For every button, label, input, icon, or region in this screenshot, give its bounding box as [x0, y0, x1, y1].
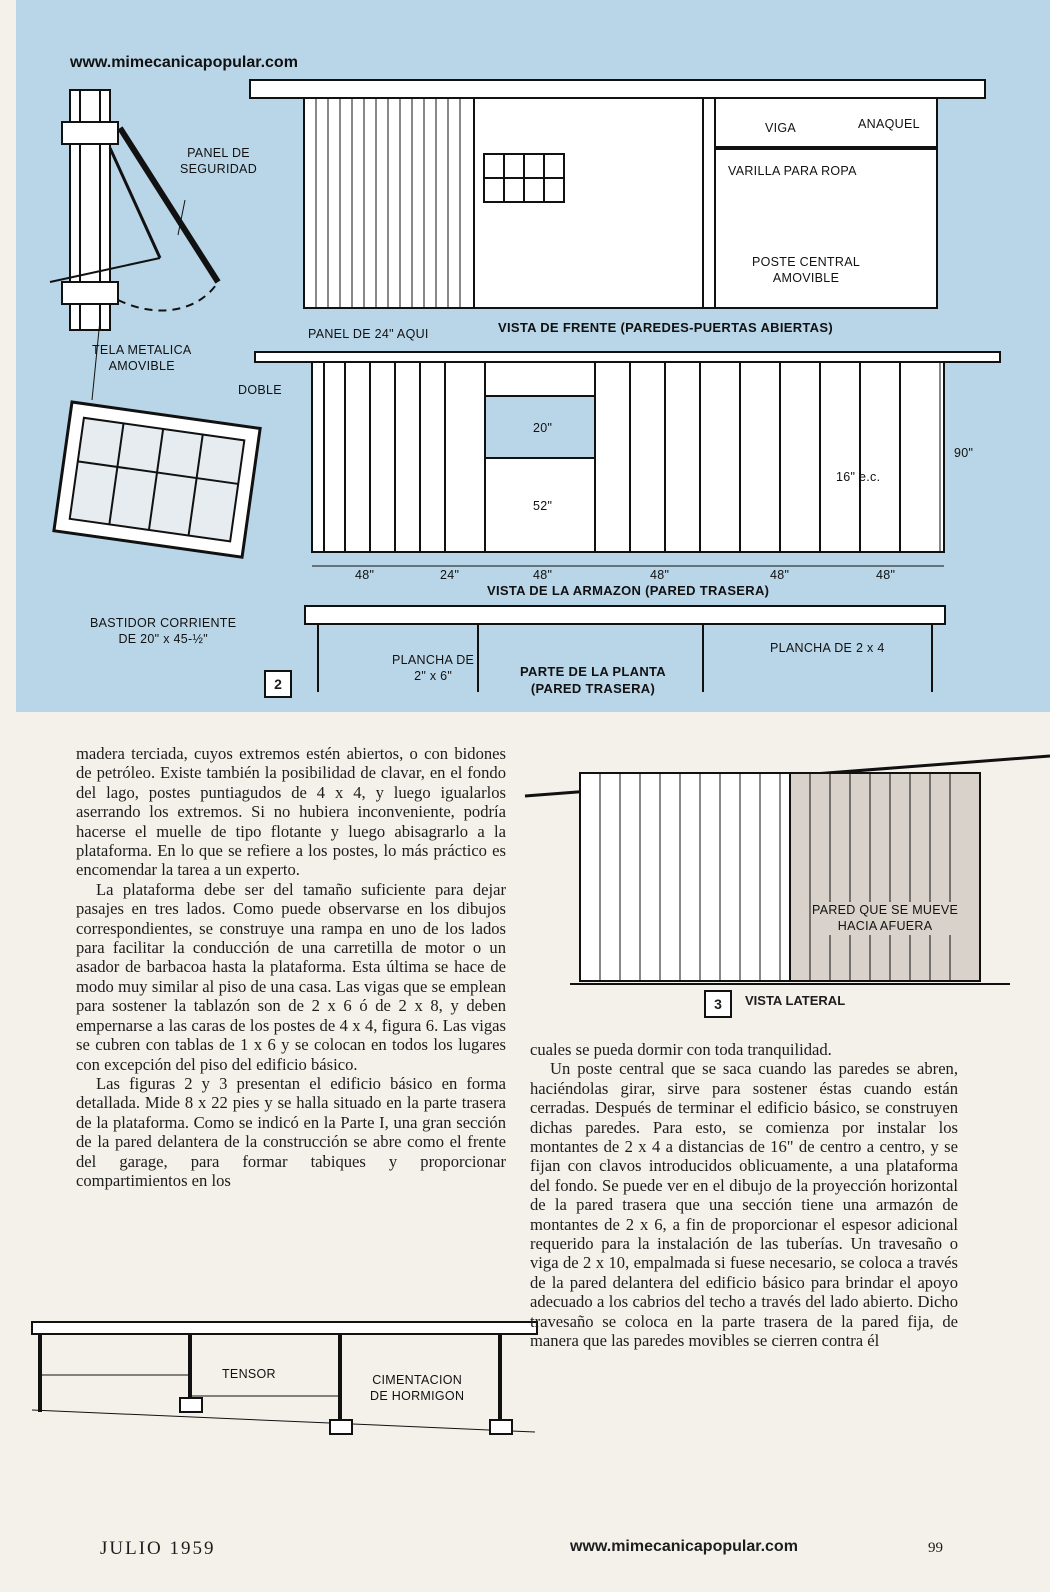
figure-3-caption: VISTA LATERAL	[745, 993, 846, 1008]
footer-url[interactable]: www.mimecanicapopular.com	[570, 1538, 798, 1555]
label-panel-seguridad: PANEL DE SEGURIDAD	[180, 146, 258, 177]
paragraph: cuales se pueda dormir con toda tranquilidad.	[530, 1040, 832, 1059]
dim-20: 20"	[533, 421, 553, 435]
dim-90: 90"	[954, 446, 974, 460]
dim-bottom-1: 24"	[440, 568, 460, 582]
dim-16: 16" e.c.	[836, 470, 881, 484]
framing-view-drawing	[255, 352, 1000, 566]
figure-2-number: 2	[264, 670, 292, 698]
dim-bottom-2: 48"	[533, 568, 553, 582]
label-bastidor: BASTIDOR CORRIENTE DE 20" x 45-½"	[90, 616, 237, 647]
paragraph: Las figuras 2 y 3 presentan el edificio básico en forma detallada. Mide 8 x 22 pies y se halla situado en la parte trasera de la plataforma. Como se indicó en la Parte I, una gran sección de la pared delantera de la construcción se abre como el frente del garage, para formar tabiques y proporcionar compartimientos en los	[76, 1073, 506, 1190]
label-varilla: VARILLA PARA ROPA	[728, 164, 857, 178]
label-plancha-2x6: PLANCHA DE 2" x 6"	[392, 653, 475, 684]
paragraph: madera terciada, cuyos extremos estén abiertos, o con bidones de petróleo. Existe también la posibilidad de clavar, en el fondo del lago, postes puntiagudos de 4 x 4, y luego igualarlos aserrando los extremos. Si no hubiera inconveniente, podría hacerse el muelle de tipo flotante y luego abisagrarlo a la plataforma. En lo que se refiere a los postes, lo más práctico es encomendar la tarea a un experto.	[76, 744, 506, 880]
side-view-drawing	[525, 756, 1050, 984]
label-vista-frente: VISTA DE FRENTE (PAREDES-PUERTAS ABIERTAS)	[498, 320, 833, 335]
label-anaquel: ANAQUEL	[858, 117, 920, 131]
label-panel-24: PANEL DE 24" AQUI	[308, 327, 429, 341]
label-plancha-2x4: PLANCHA DE 2 x 4	[770, 641, 885, 655]
dim-bottom-5: 48"	[876, 568, 896, 582]
label-pared-mueve: PARED QUE SE MUEVE HACIA AFUERA	[812, 903, 959, 934]
article-column-right	[530, 1040, 958, 1351]
label-doble: DOBLE	[238, 383, 282, 397]
front-view-drawing	[250, 80, 985, 308]
paragraph: Un poste central que se saca cuando las paredes se abren, haciéndolas girar, sirve para sostener éstas cuando están cerradas. Después de terminar el edificio básico, se construyen dichas paredes. Para esto, se comienza por instalar los montantes de 2 x 4 a distancias de 16" de centro a centro, y se fijan con clavos introducidos oblicuamente, a una plataforma del fondo. Se puede ver en el dibujo de la proyección horizontal de la pared trasera que una sección tiene una armazón de montantes de 2 x 6, a fin de proporcionar el espesor adicional requerido para la instalación de las tuberías. Un travesaño o viga de 2 x 10, empalmada si fuese necesario, se coloca a través de la pared delantera del edificio básico para brindar el apoyo adecuado a los cabrios del techo a través del lado abierto. Dicho travesaño se coloca en la parte trasera de la pared fija, de manera que las paredes movibles se cierren contra él	[530, 1059, 958, 1351]
article-column-left	[76, 744, 506, 1190]
page-number: 99	[928, 1540, 943, 1556]
dim-52: 52"	[533, 499, 553, 513]
figure-3-number: 3	[704, 990, 732, 1018]
label-vista-armazon: VISTA DE LA ARMAZON (PARED TRASERA)	[487, 583, 770, 598]
footer-date: JULIO 1959	[100, 1538, 216, 1559]
label-tensor: TENSOR	[222, 1367, 276, 1381]
label-viga: VIGA	[765, 121, 797, 135]
paragraph: La plataforma debe ser del tamaño suficiente para dejar pasajes en tres lados. Como puede observarse en los dibujos correspondientes, se construye una rampa en uno de los lados para facilitar la conducción de una carretilla de motor o un asador de barbacoa hasta la plataforma. Esta última se hace de modo muy similar al piso de una casa. Las vigas que se emplean para sostener la tablazón son de 2 x 6 ó de 2 x 8, y deben empernarse a las caras de los postes de 4 x 4, figura 6. Las vigas se cubren con tablas de 1 x 6 y se colocan en todos los lugares con excepción del piso del edificio básico.	[76, 879, 506, 1074]
label-parte-planta: PARTE DE LA PLANTA (PARED TRASERA)	[520, 664, 666, 696]
dim-bottom-4: 48"	[770, 568, 790, 582]
dim-bottom-3: 48"	[650, 568, 670, 582]
header-url[interactable]: www.mimecanicapopular.com	[70, 54, 298, 71]
dim-bottom-0: 48"	[355, 568, 375, 582]
label-cimentacion: CIMENTACION DE HORMIGON	[370, 1373, 465, 1404]
label-tela-metalica: TELA METALICA AMOVIBLE	[92, 343, 192, 374]
label-poste-central: POSTE CENTRAL AMOVIBLE	[752, 255, 861, 286]
